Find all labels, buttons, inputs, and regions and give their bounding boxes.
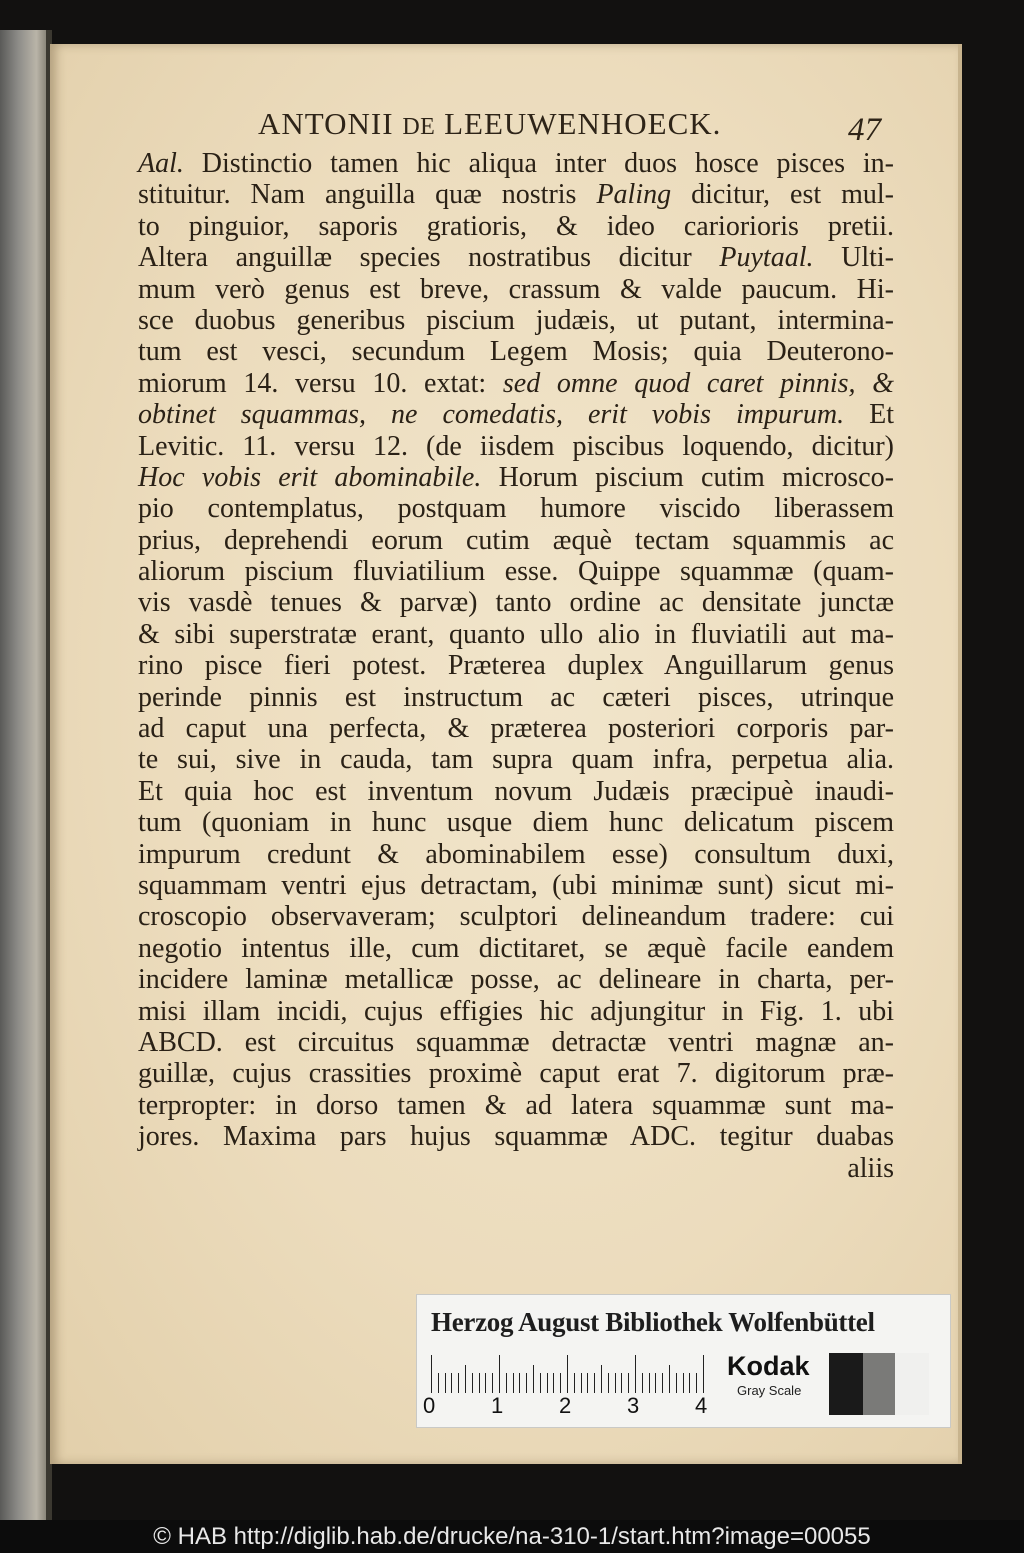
ruler-tick [540,1373,541,1393]
roman-text: Horum piscium cutim microsco- [481,461,895,493]
roman-text: sce duobus generibus piscium judæis, ut putant, intermina- [138,304,894,336]
ruler-tick [553,1373,554,1393]
ruler-tick [533,1365,534,1393]
ruler-number: 4 [695,1393,708,1418]
roman-text: Distinctio tamen hic aliqua inter duos hosce pisces in- [183,148,894,179]
gray-patch [829,1353,863,1415]
text-line [138,933,894,964]
ruler-tick [649,1373,650,1393]
measurement-ruler [431,1353,717,1393]
text-line [138,211,894,242]
ruler-tick [635,1355,636,1393]
ruler-tick [560,1373,561,1393]
ruler-tick [574,1373,575,1393]
roman-text: mum verò genus est breve, crassum & valde paucum. Hi- [138,273,894,305]
roman-text: ad caput una perfecta, & præterea posteriori corporis par- [138,713,894,745]
text-line [138,399,894,430]
library-calibration-label [416,1294,951,1428]
roman-text: vis vasdè tenues & parvæ) tanto ordine ac densitate junctæ [138,587,894,619]
roman-text: & sibi superstratæ erant, quanto ullo alio in fluviatili aut ma- [138,618,894,650]
text-line [138,1058,894,1089]
ruler-tick [683,1373,684,1393]
ruler-tick [594,1373,595,1393]
italic-text: Puytaal. [719,242,814,274]
ruler-tick [431,1355,432,1393]
ruler-tick [519,1373,520,1393]
roman-text: miorum 14. versu 10. extat: [138,367,503,399]
ruler-tick [703,1355,704,1393]
roman-text: stituitur. Nam anguilla quæ nostris [138,179,597,211]
text-line [138,368,894,399]
roman-text: croscopio observaveram; sculptori delineandum tradere: cui [138,901,894,933]
text-line [138,870,894,901]
roman-text: pio contemplatus, postquam humore viscido liberassem [138,493,894,525]
ruler-tick [601,1365,602,1393]
running-header [258,106,721,142]
ruler-tick [669,1365,670,1393]
ruler-tick [458,1373,459,1393]
roman-text: prius, deprehendi eorum cutim æquè tectam squammis ac [138,524,894,556]
text-line [138,148,894,179]
ruler-tick [628,1373,629,1393]
roman-text: guillæ, cujus crassities proximè caput erat 7. digitorum præ- [138,1058,894,1090]
ruler-tick [438,1373,439,1393]
italic-text: Aal. [138,148,184,179]
ruler-tick [499,1355,500,1393]
roman-text: to pinguior, saporis gratioris, & ideo cariorioris pretii. [138,210,894,242]
text-line [138,619,894,650]
text-line [138,996,894,1027]
text-line [138,1153,894,1184]
ruler-tick [492,1373,493,1393]
copyright-footer: © HAB http://diglib.hab.de/drucke/na-310-1/start.htm?image=00055 [0,1520,1024,1553]
text-line [138,431,894,462]
ruler-tick [526,1373,527,1393]
gray-patch [863,1353,895,1415]
roman-text: jores. Maxima pars hujus squammæ ADC. tegitur duabas [138,1121,894,1153]
page-number: 47 [848,112,881,148]
ruler-tick [581,1373,582,1393]
ruler-tick [676,1373,677,1393]
roman-text: te sui, sive in cauda, tam supra quam infra, perpetua alia. [138,744,894,776]
ruler-tick [451,1373,452,1393]
ruler-tick [506,1373,507,1393]
text-line [138,682,894,713]
header-surname: LEEUWENHOECK. [435,106,722,141]
roman-text: rino pisce fieri potest. Præterea duplex Anguillarum genus [138,650,894,682]
roman-text: ABCD. est circuitus squammæ detractæ ventri magnæ an- [138,1026,894,1058]
ruler-tick [662,1373,663,1393]
ruler-tick [445,1373,446,1393]
text-line [138,493,894,524]
text-line [138,305,894,336]
ruler-tick [696,1373,697,1393]
roman-text: Altera anguillæ species nostratibus dicitur [138,242,720,274]
header-name: ANTONII [258,106,403,141]
text-line [138,744,894,775]
roman-text: incidere laminæ metallicæ posse, ac delineare in charta, per- [138,964,894,996]
kodak-logo: Kodak [727,1351,810,1381]
library-name: Herzog August Bibliothek Wolfenbüttel [431,1307,875,1337]
italic-text: Paling [596,179,672,211]
ruler-tick [479,1373,480,1393]
text-line [138,650,894,681]
text-line [138,713,894,744]
ruler-number: 1 [491,1393,504,1418]
text-line [138,964,894,995]
previous-page-edge [0,30,52,1520]
ruler-number: 0 [423,1393,436,1418]
ruler-tick [621,1373,622,1393]
ruler-tick [485,1373,486,1393]
ruler-tick [615,1373,616,1393]
ruler-tick [567,1355,568,1393]
gray-scale-caption: Gray Scale [737,1383,802,1398]
text-line [138,274,894,305]
text-line [138,807,894,838]
text-line [138,556,894,587]
roman-text: aliorum piscium fluviatilium esse. Quippe squammæ (quam- [138,556,894,588]
text-line [138,1027,894,1058]
roman-text: Ulti- [813,242,894,274]
body-text [138,148,894,1184]
italic-text: Hoc vobis erit abominabile. [138,461,482,493]
italic-text: obtinet squammas, ne comedatis, erit vobis impurum. [138,399,845,431]
ruler-tick [642,1373,643,1393]
roman-text: impurum credunt & abominabilem esse) consultum duxi, [138,838,894,870]
ruler-tick [465,1365,466,1393]
gray-patch [895,1353,929,1415]
roman-text: negotio intentus ille, cum dictitaret, se æquè facile eandem [138,932,894,964]
ruler-tick [472,1373,473,1393]
roman-text: misi illam incidi, cujus effigies hic adjungitur in Fig. 1. ubi [138,995,894,1027]
ruler-number: 3 [627,1393,640,1418]
text-line [138,1121,894,1152]
text-line [138,179,894,210]
text-line [138,776,894,807]
roman-text: aliis [847,1152,894,1184]
ruler-tick [655,1373,656,1393]
text-line [138,587,894,618]
text-line [138,901,894,932]
roman-text: tum est vesci, secundum Legem Mosis; quia Deuterono- [138,336,894,368]
italic-text: sed omne quod caret pinnis, & [502,367,894,399]
ruler-tick [587,1373,588,1393]
roman-text: squammam ventri ejus detractam, (ubi minimæ sunt) sicut mi- [138,869,894,901]
text-line [138,462,894,493]
ruler-tick [608,1373,609,1393]
text-line [138,336,894,367]
text-line [138,1090,894,1121]
roman-text: dicitur, est mul- [671,179,894,211]
roman-text: perinde pinnis est instructum ac cæteri pisces, utrinque [138,681,894,713]
roman-text: terpropter: in dorso tamen & ad latera squammæ sunt ma- [138,1089,894,1121]
roman-text: tum (quoniam in hunc usque diem hunc delicatum piscem [138,807,894,839]
roman-text: Levitic. 11. versu 12. (de iisdem piscibus loquendo, dicitur) [138,430,894,462]
header-particle: DE [402,114,436,140]
ruler-tick [513,1373,514,1393]
roman-text: Et quia hoc est inventum novum Judæis præcipuè inaudi- [138,775,894,807]
text-line [138,839,894,870]
text-line [138,242,894,273]
ruler-number: 2 [559,1393,572,1418]
ruler-tick [689,1373,690,1393]
roman-text: Et [844,399,894,431]
ruler-tick [547,1373,548,1393]
ruler-numbers [423,1393,723,1419]
text-line [138,525,894,556]
